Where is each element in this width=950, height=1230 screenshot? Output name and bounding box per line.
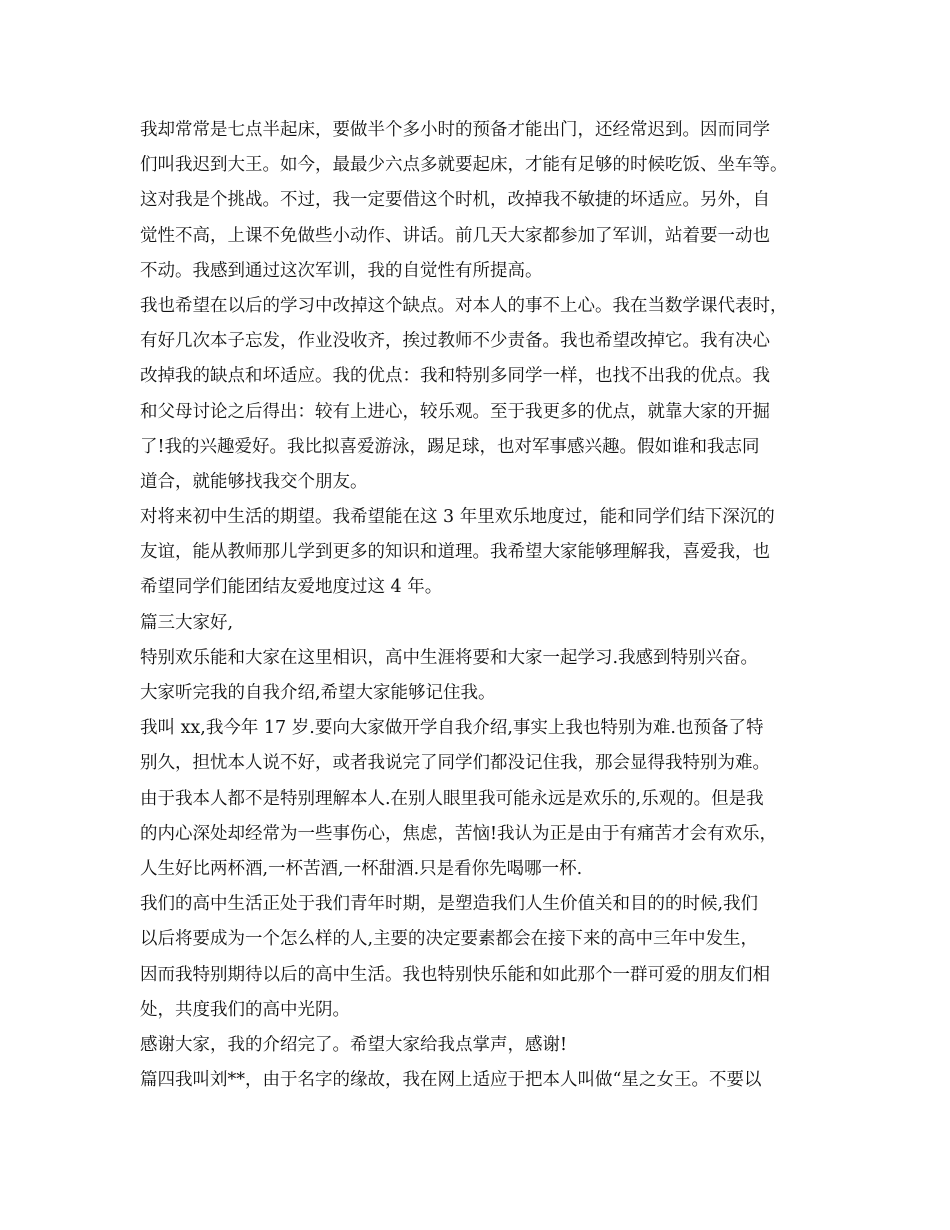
section-heading-line: 篇四我叫刘**，由于名字的缘故，我在网上适应于把本人叫做“星之女王。不要以 xyxy=(140,1070,762,1091)
document-body xyxy=(140,113,830,1098)
text-line: 道合，就能够找我交个朋友。 xyxy=(140,471,368,492)
text-line: 我叫 xx,我今年 17 岁.要向大家做开学自我介绍,事实上我也特别为难.也预备了特 xyxy=(140,718,764,739)
text-line: 友谊，能从教师那儿学到更多的知识和道理。我希望大家能够理解我，喜爱我，也 xyxy=(140,542,770,563)
text-line: 我却常常是七点半起床，要做半个多小时的预备才能出门，还经常迟到。因而同学 xyxy=(140,120,770,140)
text-line: 我也希望在以后的学习中改掉这个缺点。对本人的事不上心。我在当数学课代表时， xyxy=(140,295,788,316)
text-line: 感谢大家，我的介绍完了。希望大家给我点掌声，感谢! xyxy=(140,1034,568,1055)
text-line: 我们的高中生活正处于我们青年时期，是塑造我们人生价值关和目的的时候,我们 xyxy=(140,894,759,915)
text-line: 处，共度我们的高中光阴。 xyxy=(140,999,350,1020)
text-line: 和父母讨论之后得出：较有上进心，较乐观。至于我更多的优点，就靠大家的开掘 xyxy=(140,401,770,422)
text-line: 特别欢乐能和大家在这里相识，高中生涯将要和大家一起学习.我感到特别兴奋。 xyxy=(140,647,759,668)
text-line: 对将来初中生活的期望。我希望能在这 3 年里欢乐地度过，能和同学们结下深沉的 xyxy=(140,507,775,528)
text-line: 希望同学们能团结友爱地度过这 4 年。 xyxy=(140,577,443,598)
text-line: 不动。我感到通过这次军训，我的自觉性有所提高。 xyxy=(140,260,543,281)
text-line: 别久，担忧本人说不好，或者我说完了同学们都没记住我，那会显得我特别为难。 xyxy=(140,753,770,774)
text-line: 人生好比两杯酒,一杯苦酒,一杯甜酒.只是看你先喝哪一杯. xyxy=(140,858,583,879)
text-line: 这对我是个挑战。不过，我一定要借这个时机，改掉我不敏捷的坏适应。另外，自 xyxy=(140,190,770,211)
text-line: 们叫我迟到大王。如今，最最少六点多就要起床，才能有足够的时候吃饭、坐车等。 xyxy=(140,155,788,176)
text-line: 因而我特别期待以后的高中生活。我也特别快乐能和如此那个一群可爱的朋友们相 xyxy=(140,964,770,985)
text-line: 有好几次本子忘发，作业没收齐，挨过教师不少责备。我也希望改掉它。我有决心 xyxy=(140,331,770,352)
text-line: 觉性不高，上课不免做些小动作、讲话。前几天大家都参加了军训，站着要一动也 xyxy=(140,225,770,246)
text-line: 以后将要成为一个怎么样的人,主要的决定要素都会在接下来的高中三年中发生， xyxy=(140,929,759,950)
text-line: 改掉我的缺点和坏适应。我的优点：我和特别多同学一样，也找不出我的优点。我 xyxy=(140,366,770,387)
section-heading-line: 篇三大家好, xyxy=(140,612,234,633)
text-line: 由于我本人都不是特别理解本人.在别人眼里我可能永远是欢乐的,乐观的。但是我 xyxy=(140,788,764,809)
text-line: 了!我的兴趣爱好。我比拟喜爱游泳，踢足球，也对军事感兴趣。假如谁和我志同 xyxy=(140,436,760,457)
text-line: 的内心深处却经常为一些事伤心，焦虑，苦恼!我认为正是由于有痛苦才会有欢乐， xyxy=(140,823,778,844)
text-line: 大家听完我的自我介绍,希望大家能够记住我。 xyxy=(140,683,496,703)
